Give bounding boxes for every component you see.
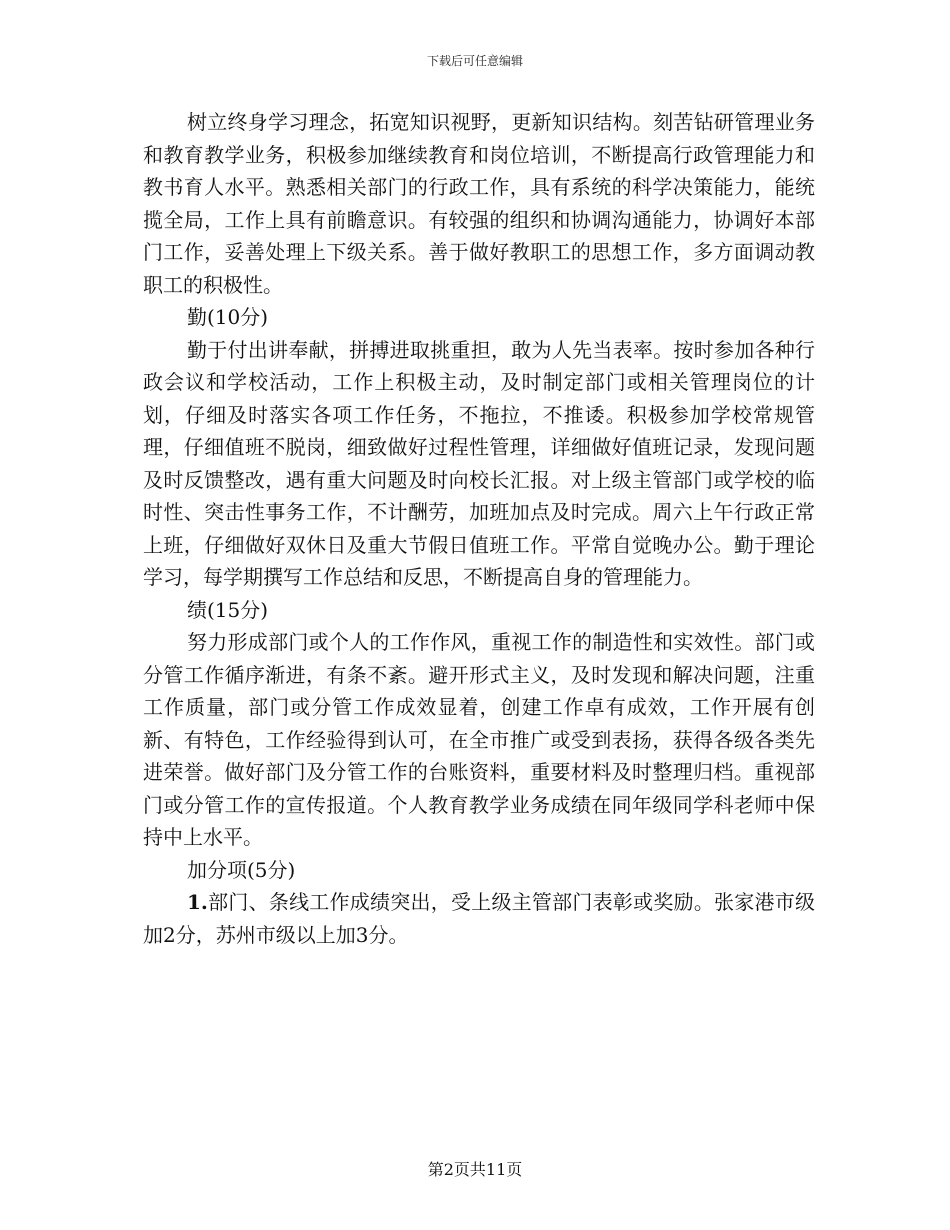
paragraph-intro: 树立终身学习理念，拓宽知识视野，更新知识结构。刻苦钻研管理业务和教育教学业务，积极参加继续教育和岗位培训，不断提高行政管理能力和教书育人水平。熟悉相关部门的行政工作，具有系统的科学决策能力，能统揽全局，工作上具有前瞻意识。有较强的组织和协调沟通能力，协调好本部门工作，妥善处理上下级关系。善于做好教职工的思想工作，多方面调动教职工的积极性。 [143,110,815,297]
paragraph-ji: 努力形成部门或个人的工作作风，重视工作的制造性和实效性。部门或分管工作循序渐进，有条不紊。避开形式主义，及时发现和解决问题，注重工作质量，部门或分管工作成效显着，创建工作卓有成效，工作开展有创新、有特色，工作经验得到认可，在全市推广或受到表扬，获得各级各类先进荣誉。做好部门及分管工作的台账资料，重要材料及时整理归档。重视部门或分管工作的宣传报道。个人教育教学业务成绩在同年级同学科老师中保持中上水平。 [143,630,815,849]
header-note: 下载后可任意编辑 [426,54,523,68]
bonus-item-text: 部门、条线工作成绩突出，受上级主管部门表彰或奖励。张家港市级加2分，苏州市级以上加3分。 [143,890,815,947]
bonus-item-number: 1. [187,890,208,914]
section-heading-bonus: 加分项(5分) [187,857,296,882]
document-body [143,106,815,951]
paragraph-qin: 勤于付出讲奉献，拼搏进取挑重担，敢为人先当表率。按时参加各种行政会议和学校活动，工作上积极主动，及时制定部门或相关管理岗位的计划，仔细及时落实各项工作任务，不拖拉，不推诿。积极参加学校常规管理，仔细值班不脱岗，细致做好过程性管理，详细做好值班记录，发现问题及时反馈整改，遇有重大问题及时向校长汇报。对上级主管部门或学校的临时性、突击性事务工作，不计酬劳，加班加点及时完成。周六上午行政正常上班，仔细做好双休日及重大节假日值班工作。平常自觉晚办公。勤于理论学习，每学期撰写工作总结和反思，不断提高自身的管理能力。 [143,337,815,589]
page-footer: 第2页共11页 [427,1160,523,1179]
section-heading-qin: 勤(10分) [187,305,269,329]
section-heading-ji: 绩(15分) [187,597,269,622]
bonus-item-1 [143,886,815,951]
